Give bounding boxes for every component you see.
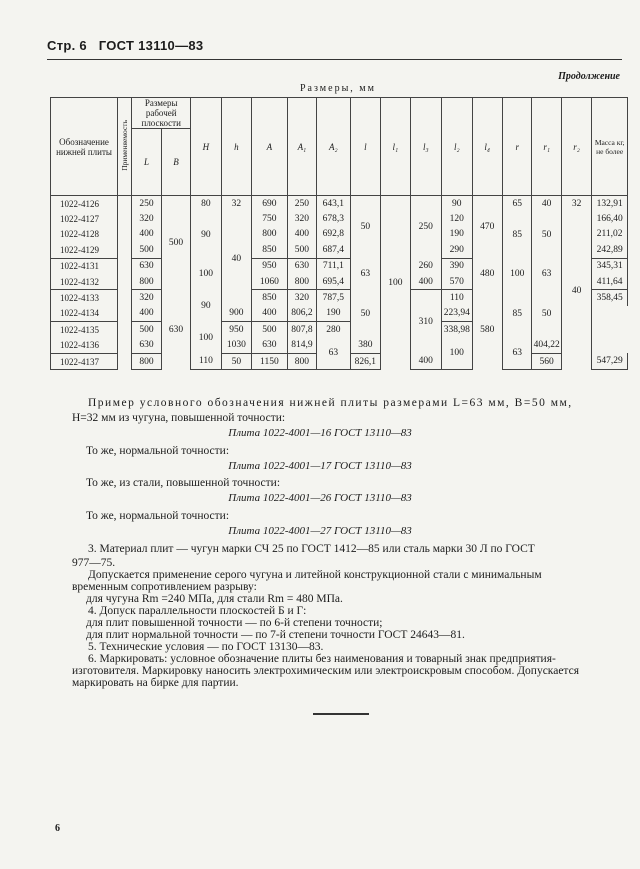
header-rule [47, 59, 622, 60]
material-para-2: 977—75. [72, 557, 116, 569]
material-para-3: Допускается применение серого чугуна и литейной конструкционной стали с минимальным [88, 569, 542, 581]
page-number-label: Стр. 6 [47, 38, 87, 53]
table-cell: 687,4 [317, 242, 351, 258]
header-designation: Обозначение нижней плиты [51, 98, 118, 196]
table-cell: 40 [221, 211, 251, 305]
table-cell: 547,29 [592, 353, 628, 369]
table-cell: 223,94 [442, 306, 472, 322]
table-cell: 100 [502, 258, 531, 290]
table-cell: 1022-4126 [51, 196, 118, 212]
table-cell: 320 [287, 211, 316, 226]
continuation-label: Продолжение [558, 71, 620, 82]
table-cell: 411,64 [592, 274, 628, 290]
header-l4: l₄ [472, 98, 502, 196]
table-cell: 190 [442, 227, 472, 242]
table-cell: 630 [132, 258, 161, 274]
table-cell: 32 [221, 196, 251, 212]
table-cell: 400 [132, 227, 161, 242]
table-cell: 643,1 [317, 196, 351, 212]
tolerance-para-2: для плит повышенной точности — по 6-й степени точности; [86, 617, 383, 629]
table-cell: 480 [472, 258, 502, 290]
table-cell: 100 [442, 338, 472, 370]
table-cell: 100 [381, 196, 410, 370]
table-cell: 132,91 [592, 196, 628, 212]
table-cell: 806,2 [287, 306, 316, 322]
same-steel: То же, из стали, повышенной точности: [86, 477, 281, 489]
designation-example-3: Плита 1022-4001—26 ГОСТ 13110—83 [228, 492, 412, 504]
table-cell: 290 [442, 242, 472, 258]
technical-conditions: 5. Технические условия — по ГОСТ 13130—83. [88, 641, 324, 653]
header-r2: r₂ [561, 98, 591, 196]
table-cell: 787,5 [317, 290, 351, 306]
table-cell: 100 [191, 258, 221, 290]
table-cell: 90 [191, 290, 221, 322]
example-line-1: Пример условного обозначения нижней плиты размерами L=63 мм, B=50 мм, [88, 397, 573, 409]
table-cell: 1022-4135 [51, 322, 118, 338]
table-cell: 380 [350, 338, 380, 354]
table-cell: 400 [410, 353, 441, 369]
table-cell: 50 [532, 211, 561, 258]
table-cell: 65 [502, 196, 531, 212]
table-cell: 800 [132, 353, 161, 369]
header-work-surface: Размеры рабочей плоскости [132, 98, 191, 129]
end-rule [313, 713, 369, 715]
table-cell: 40 [532, 196, 561, 212]
table-cell: 826,1 [350, 353, 380, 369]
table-cell: 400 [410, 274, 441, 290]
table-cell: 800 [252, 227, 288, 242]
marking-para-2: изготовителя. Маркировку наносить электрохимическим или электроискровым способом. Допускается [72, 665, 579, 677]
same-normal-1: То же, нормальной точности: [86, 445, 230, 457]
table-cell: 630 [161, 290, 190, 370]
table-cell: 630 [132, 338, 161, 354]
header-A2: A₂ [317, 98, 351, 196]
table-cell: 630 [252, 338, 288, 354]
standard-code: ГОСТ 13110—83 [98, 38, 204, 53]
designation-example-4: Плита 1022-4001—27 ГОСТ 13110—83 [228, 525, 412, 537]
table-cell: 950 [221, 322, 251, 338]
header-l3: l₃ [410, 98, 441, 196]
designation-example-1: Плита 1022-4001—16 ГОСТ 13110—83 [228, 427, 412, 439]
material-para-5: для чугуна Rm =240 МПа, для стали Rm = 480 МПа. [86, 593, 343, 605]
table-cell: 1022-4131 [51, 258, 118, 274]
header-application: Применяемость [118, 98, 132, 196]
table-cell: 500 [161, 196, 190, 290]
marking-para-3: маркировать на бирке для партии. [72, 677, 239, 689]
example-line-2: H=32 мм из чугуна, повышенной точности: [72, 412, 286, 424]
table-cell: 1022-4129 [51, 242, 118, 258]
table-cell: 678,3 [317, 211, 351, 226]
header-A: A [252, 98, 288, 196]
table-cell: 570 [442, 274, 472, 290]
table-cell: 32 [561, 196, 591, 212]
table-cell: 560 [532, 353, 561, 369]
table-cell: 580 [472, 290, 502, 370]
table-cell: 1022-4128 [51, 227, 118, 242]
tolerance-para-1: 4. Допуск параллельности плоскостей Б и Г: [88, 605, 307, 617]
table-cell: 338,98 [442, 322, 472, 338]
table-cell: 390 [442, 258, 472, 274]
table-cell: 250 [132, 196, 161, 212]
table-cell: 250 [287, 196, 316, 212]
table-cell: 120 [442, 211, 472, 226]
header-B: B [161, 129, 190, 196]
table-cell: 63 [532, 258, 561, 290]
header-r1: r₁ [532, 98, 561, 196]
table-cell: 63 [317, 338, 351, 370]
table-cell: 63 [502, 338, 531, 370]
table-cell: 320 [287, 290, 316, 306]
header-l: l [350, 98, 380, 196]
table-cell: 500 [132, 242, 161, 258]
table-cell: 40 [561, 211, 591, 369]
table-cell: 260 [410, 258, 441, 274]
table-cell: 190 [317, 306, 351, 322]
table-cell: 800 [287, 353, 316, 369]
table-cell: 1150 [252, 353, 288, 369]
table-cell: 814,9 [287, 338, 316, 354]
marking-para-1: 6. Маркировать: условное обозначение плиты без наименования и товарный знак предприятия- [88, 653, 556, 665]
table-cell: 950 [252, 258, 288, 274]
table-cell: 100 [191, 322, 221, 354]
table-cell: 800 [287, 274, 316, 290]
table-cell: 800 [132, 274, 161, 290]
table-cell: 1022-4136 [51, 338, 118, 354]
table-cell: 85 [502, 211, 531, 258]
table-cell: 50 [221, 353, 251, 369]
table-cell: 50 [350, 196, 380, 259]
table-cell: 250 [410, 196, 441, 259]
plate-dimensions-table [50, 97, 628, 370]
table-cell: 400 [252, 306, 288, 322]
designation-example-2: Плита 1022-4001—17 ГОСТ 13110—83 [228, 460, 412, 472]
table-cell: 63 [350, 258, 380, 290]
table-cell: 320 [132, 290, 161, 306]
header-l2: l₂ [442, 98, 472, 196]
table-cell: 850 [252, 242, 288, 258]
header-H: H [191, 98, 221, 196]
table-cell: 1022-4132 [51, 274, 118, 290]
page-header [47, 38, 203, 53]
table-cell: 690 [252, 196, 288, 212]
table-cell: 110 [442, 290, 472, 306]
table-cell: 90 [442, 196, 472, 212]
table-cell: 310 [410, 290, 441, 354]
table-cell: 320 [132, 211, 161, 226]
header-l1: l₁ [381, 98, 410, 196]
table-cell: 211,02 [592, 227, 628, 242]
table-cell: 470 [472, 196, 502, 259]
table-cell: 242,89 [592, 242, 628, 258]
header-A1: A₁ [287, 98, 316, 196]
table-cell: 404,22 [532, 338, 561, 354]
page-mark: 6 [55, 823, 60, 834]
table-cell: 900 [221, 306, 251, 322]
table-cell: 695,4 [317, 274, 351, 290]
table-cell: 500 [287, 242, 316, 258]
table-cell: 90 [191, 211, 221, 258]
header-mass: Масса кг, не более [592, 98, 628, 196]
header-r: r [502, 98, 531, 196]
table-cell: 750 [252, 211, 288, 226]
table-cell: 110 [191, 353, 221, 369]
sizes-caption: Размеры, мм [300, 83, 376, 94]
table-cell: 630 [287, 258, 316, 274]
table-cell: 358,45 [592, 290, 628, 306]
table-cell: 807,8 [287, 322, 316, 338]
material-para-4: временным сопротивлением разрыву: [72, 581, 257, 593]
table-cell: 850 [252, 290, 288, 306]
table-cell: 50 [532, 290, 561, 338]
table-cell: 1022-4134 [51, 306, 118, 322]
table-cell: 500 [132, 322, 161, 338]
table-cell: 80 [191, 196, 221, 212]
table-cell [118, 196, 132, 370]
table-cell: 1022-4137 [51, 353, 118, 369]
tolerance-para-3: для плит нормальной точности — по 7-й степени точности ГОСТ 24643—81. [86, 629, 465, 641]
table-cell: 280 [317, 322, 351, 338]
same-normal-2: То же, нормальной точности: [86, 510, 230, 522]
table-cell: 1022-4127 [51, 211, 118, 226]
table-cell: 345,31 [592, 258, 628, 274]
table-cell: 166,40 [592, 211, 628, 226]
material-para-1: 3. Материал плит — чугун марки СЧ 25 по ГОСТ 1412—85 или сталь марки 30 Л по ГОСТ [88, 543, 535, 555]
table-cell: 50 [350, 290, 380, 338]
table-cell: 1060 [252, 274, 288, 290]
table-cell: 400 [287, 227, 316, 242]
table-cell: 711,1 [317, 258, 351, 274]
header-L: L [132, 129, 161, 196]
table-cell: 400 [132, 306, 161, 322]
table-cell: 1030 [221, 338, 251, 354]
table-cell: 85 [502, 290, 531, 338]
table-cell: 500 [252, 322, 288, 338]
table-cell: 1022-4133 [51, 290, 118, 306]
table-cell: 692,8 [317, 227, 351, 242]
header-h: h [221, 98, 251, 196]
